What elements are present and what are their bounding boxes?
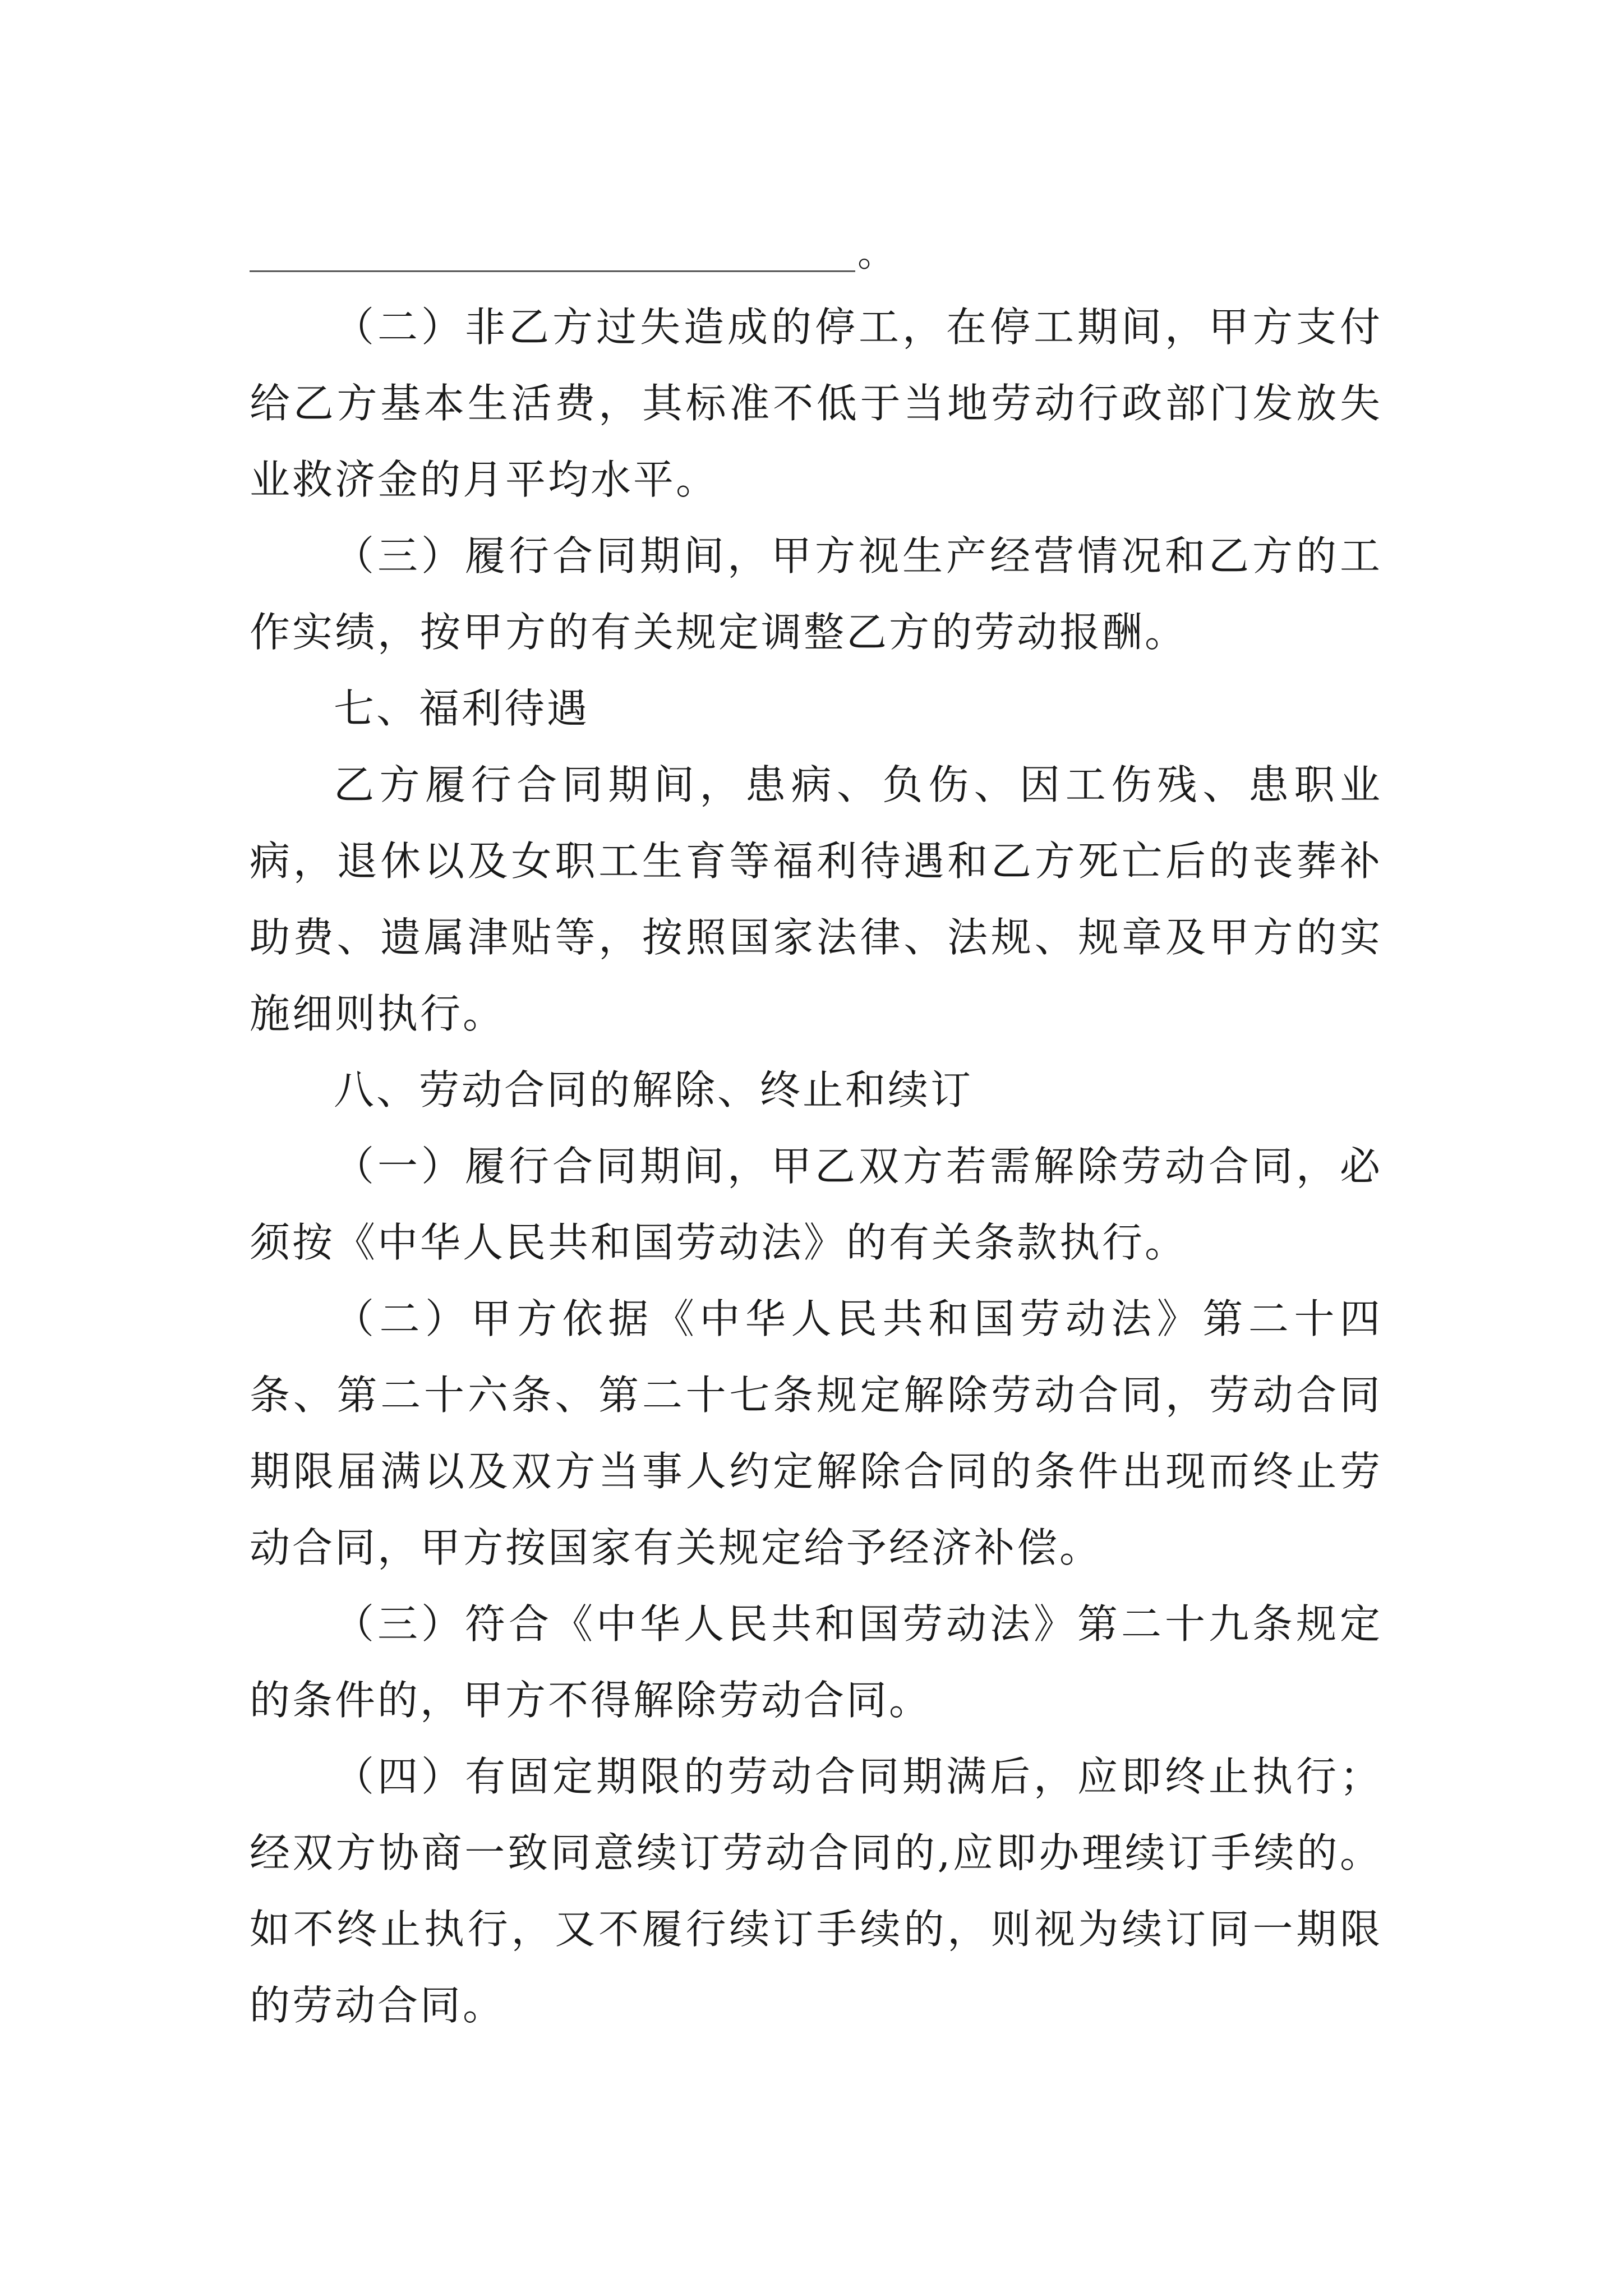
section-8-heading: 八、劳动合同的解除、终止和续订 (334, 1066, 974, 1114)
document-page (250, 222, 1382, 2044)
fill-in-blank-line (250, 222, 1382, 275)
clause-6-2-paragraph: （二）非乙方过失造成的停工，在停工期间，甲方支付给乙方基本生活费，其标准不低于当地劳动行政部门发放失业救济金的月平均水平。 (250, 303, 1382, 503)
blank-line-period: 。 (857, 232, 895, 275)
section-7-heading: 七、福利待遇 (334, 685, 590, 732)
clause-8-3-paragraph: （三）符合《中华人民共和国劳动法》第二十九条规定的条件的，甲方不得解除劳动合同。 (250, 1600, 1382, 1724)
clause-8-1-paragraph: （一）履行合同期间，甲乙双方若需解除劳动合同，必须按《中华人民共和国劳动法》的有关条款执行。 (250, 1143, 1382, 1266)
blank-underline (250, 237, 855, 272)
clause-6-3-paragraph: （三）履行合同期间，甲方视生产经营情况和乙方的工作实绩，按甲方的有关规定调整乙方的劳动报酬。 (250, 532, 1382, 656)
clause-8-4-paragraph: （四）有固定期限的劳动合同期满后，应即终止执行；经双方协商一致同意续订劳动合同的,应即办理续订手续的。如不终止执行，又不履行续订手续的，则视为续订同一期限的劳动合同。 (250, 1753, 1382, 2029)
section-7-paragraph: 乙方履行合同期间，患病、负伤、因工伤残、患职业病，退休以及女职工生育等福利待遇和乙方死亡后的丧葬补助费、遗属津贴等，按照国家法律、法规、规章及甲方的实施细则执行。 (250, 761, 1382, 1037)
clause-8-2-paragraph: （二）甲方依据《中华人民共和国劳动法》第二十四条、第二十六条、第二十七条规定解除劳动合同，劳动合同期限届满以及双方当事人约定解除合同的条件出现而终止劳动合同，甲方按国家有关规定给予经济补偿。 (250, 1295, 1382, 1571)
